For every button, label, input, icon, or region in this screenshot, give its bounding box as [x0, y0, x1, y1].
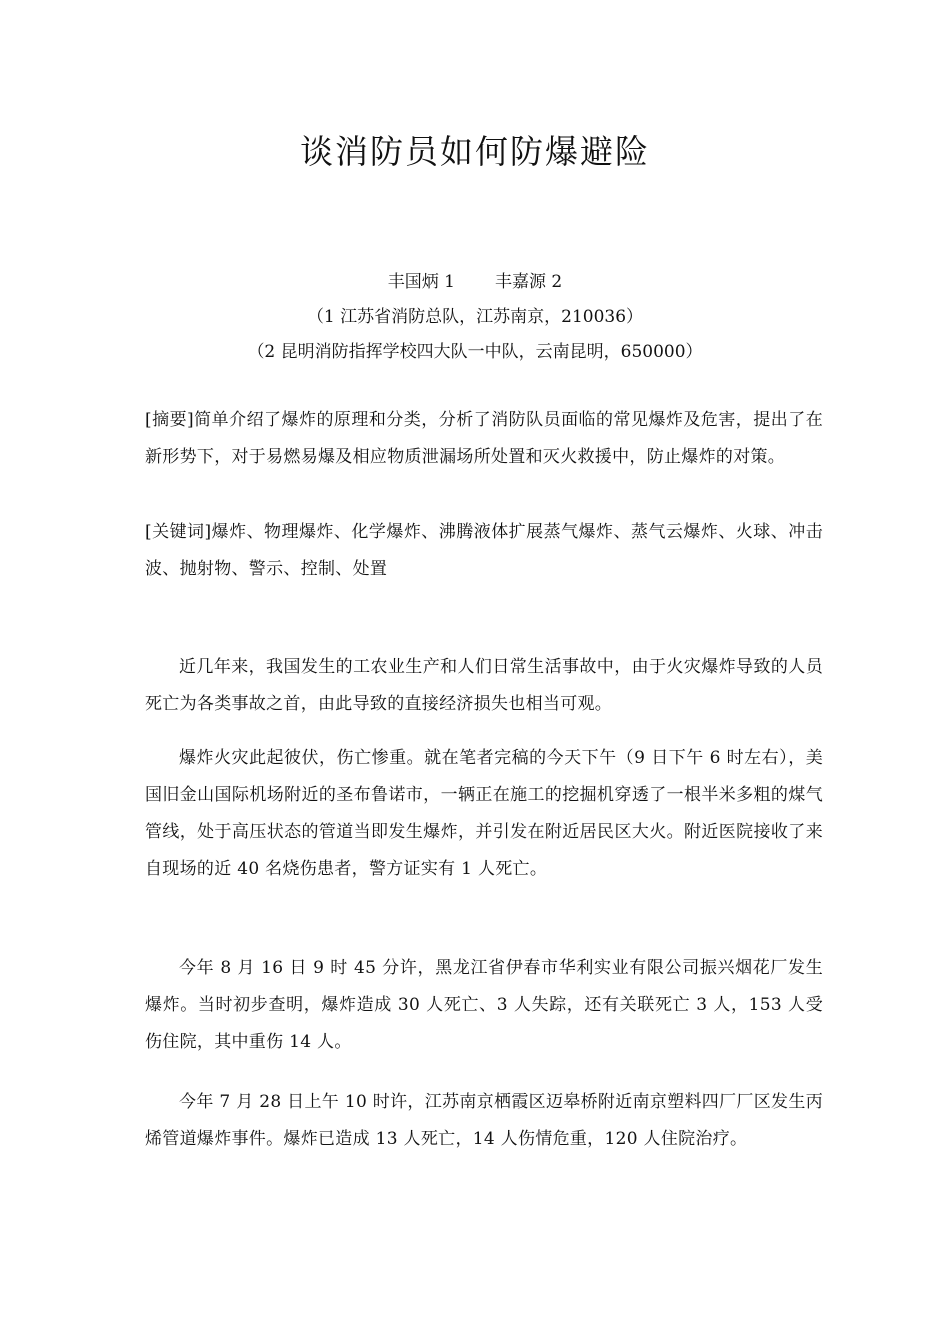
- affiliation-2: （2 昆明消防指挥学校四大队一中队，云南昆明，650000）: [247, 342, 703, 362]
- body-paragraph-4: 今年 7 月 28 日上午 10 时许，江苏南京栖霞区迈皋桥附近南京塑料四厂厂区发生丙烯管道爆炸事件。爆炸已造成 13 人死亡，14 人伤情危重，120 人住院治疗。: [145, 1092, 823, 1149]
- affiliation-1: （1 江苏省消防总队，江苏南京，210036）: [306, 307, 644, 327]
- body-paragraph-2: 爆炸火灾此起彼伏，伤亡惨重。就在笔者完稿的今天下午（9 日下午 6 时左右），美国旧金山国际机场附近的圣布鲁诺市，一辆正在施工的挖掘机穿透了一根半米多粗的煤气管线，处于高压状态的管道当即发生爆炸，并引发在附近居民区大火。附近医院接收了来自现场的近 40 名烧伤患者，警方证实有 1 人死亡。: [145, 748, 823, 879]
- paper-title: 谈消防员如何防爆避险: [300, 132, 650, 171]
- body-paragraph-1: 近几年来，我国发生的工农业生产和人们日常生活事故中，由于火灾爆炸导致的人员死亡为各类事故之首，由此导致的直接经济损失也相当可观。: [145, 657, 823, 714]
- author-2: 丰嘉源 2: [495, 272, 563, 292]
- body-paragraph-3: 今年 8 月 16 日 9 时 45 分许，黑龙江省伊春市华利实业有限公司振兴烟花厂发生爆炸。当时初步查明，爆炸造成 30 人死亡、3 人失踪，还有关联死亡 3 人，153 人受伤住院，其中重伤 14 人。: [145, 958, 823, 1052]
- author-1: 丰国炳 1: [387, 272, 455, 292]
- abstract: [摘要]简单介绍了爆炸的原理和分类，分析了消防队员面临的常见爆炸及危害，提出了在新形势下，对于易燃易爆及相应物质泄漏场所处置和灭火救援中，防止爆炸的对策。: [145, 410, 823, 467]
- author-line: [0, 265, 950, 300]
- author-block: [0, 265, 950, 370]
- keywords: [关键词]爆炸、物理爆炸、化学爆炸、沸腾液体扩展蒸气爆炸、蒸气云爆炸、火球、冲击波、抛射物、警示、控制、处置: [145, 522, 823, 579]
